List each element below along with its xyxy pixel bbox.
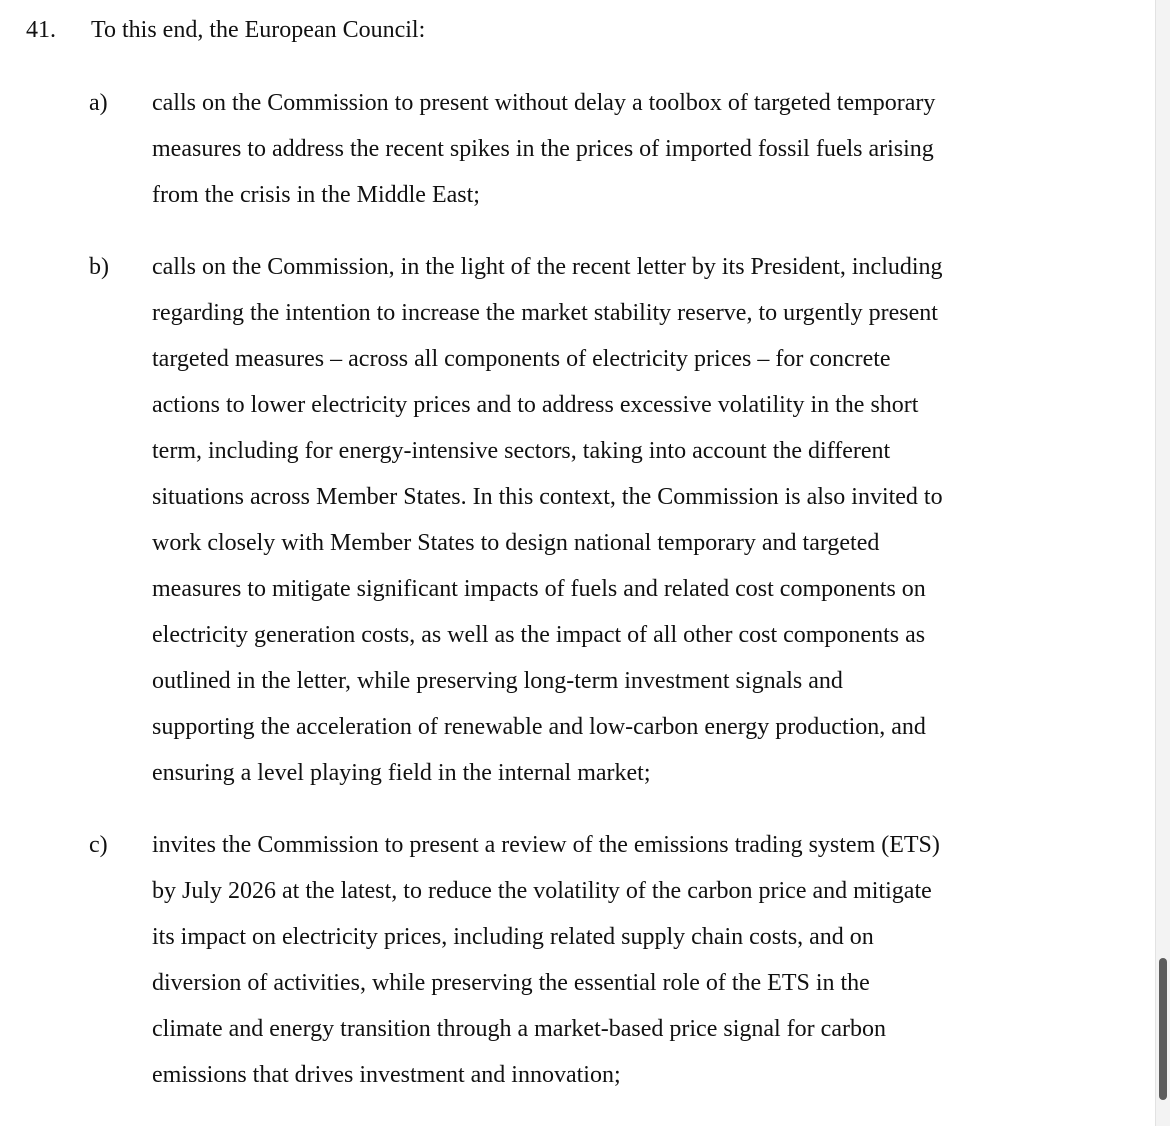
item-text bbox=[152, 244, 1042, 796]
text-line: electricity generation costs, as well as the impact of all other cost components as bbox=[152, 622, 926, 648]
text-line: term, including for energy-intensive sectors, taking into account the different bbox=[152, 438, 891, 464]
text-line: targeted measures – across all components of electricity prices – for concrete bbox=[152, 346, 891, 372]
item-text bbox=[152, 822, 1042, 1098]
text-line: emissions that drives investment and innovation; bbox=[152, 1062, 621, 1088]
item-label: c) bbox=[89, 832, 108, 858]
text-line: regarding the intention to increase the market stability reserve, to urgently present bbox=[152, 300, 938, 326]
text-line: by July 2026 at the latest, to reduce the volatility of the carbon price and mitigate bbox=[152, 878, 932, 904]
paragraph-number: 41. bbox=[26, 17, 56, 43]
scrollbar-thumb[interactable] bbox=[1159, 958, 1167, 1100]
text-line: work closely with Member States to design national temporary and targeted bbox=[152, 530, 880, 556]
text-line: ensuring a level playing field in the internal market; bbox=[152, 760, 651, 786]
text-line: its impact on electricity prices, including related supply chain costs, and on bbox=[152, 924, 874, 950]
item-text bbox=[152, 80, 1042, 218]
vertical-scrollbar[interactable] bbox=[1155, 0, 1170, 1126]
text-line: supporting the acceleration of renewable and low-carbon energy production, and bbox=[152, 714, 926, 740]
text-line: from the crisis in the Middle East; bbox=[152, 182, 480, 208]
text-line: calls on the Commission, in the light of the recent letter by its President, including bbox=[152, 254, 943, 280]
text-line: outlined in the letter, while preserving long-term investment signals and bbox=[152, 668, 843, 694]
text-line: climate and energy transition through a market-based price signal for carbon bbox=[152, 1016, 886, 1042]
text-line: measures to address the recent spikes in the prices of imported fossil fuels arising bbox=[152, 136, 934, 162]
item-label: b) bbox=[89, 254, 109, 280]
text-line: situations across Member States. In this context, the Commission is also invited to bbox=[152, 484, 943, 510]
text-line: measures to mitigate significant impacts of fuels and related cost components on bbox=[152, 576, 926, 602]
text-line: actions to lower electricity prices and to address excessive volatility in the short bbox=[152, 392, 919, 418]
text-line: invites the Commission to present a review of the emissions trading system (ETS) bbox=[152, 832, 940, 858]
paragraph-intro: To this end, the European Council: bbox=[91, 17, 426, 43]
text-line: diversion of activities, while preserving the essential role of the ETS in the bbox=[152, 970, 870, 996]
text-line: calls on the Commission to present without delay a toolbox of targeted temporary bbox=[152, 90, 936, 116]
paragraph-heading bbox=[0, 10, 1100, 50]
item-label: a) bbox=[89, 90, 108, 116]
